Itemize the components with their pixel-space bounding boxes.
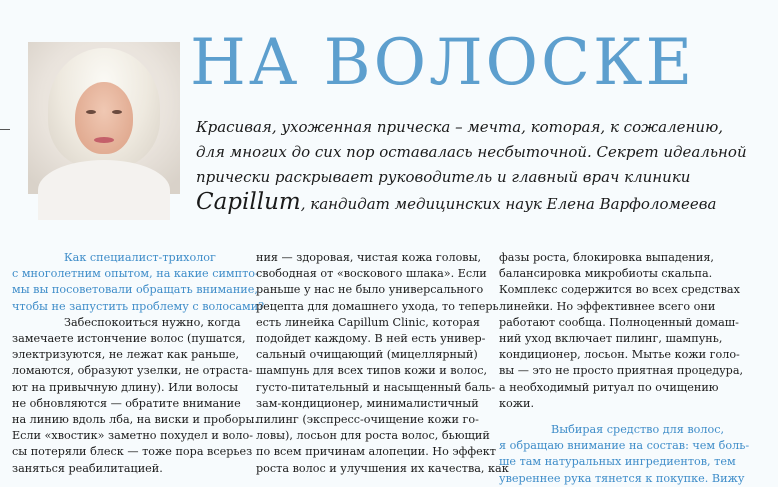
author-photo bbox=[28, 42, 180, 194]
question-line: я обращаю внимание на состав: чем боль- bbox=[499, 439, 750, 453]
body-line: кондиционер, лосьон. Мытье кожи голо- bbox=[499, 348, 740, 362]
body-line: есть линейка Capillum Clinic, которая bbox=[256, 315, 480, 329]
body-line: ловы), лосьон для роста волос, бьющий bbox=[256, 429, 490, 443]
answer-line: сы потеряли блеск — тоже пора всерьез bbox=[12, 445, 253, 459]
body-line: а необходимый ритуал по очищению bbox=[499, 380, 719, 394]
answer-line: на линию вдоль лба, на виски и проборы. bbox=[12, 413, 258, 427]
lead-line: прически раскрывает руководитель и главный врач клиники bbox=[196, 168, 691, 186]
body-line: кожи. bbox=[499, 396, 535, 410]
body-line: фазы роста, блокировка выпадения, bbox=[499, 251, 714, 264]
answer-line: Забеспокоиться нужно, когда bbox=[64, 315, 241, 329]
lead-line: для многих до сих пор оставалась несбыточной. Секрет идеальной bbox=[196, 143, 747, 161]
body-line: вы — это не просто приятная процедура, bbox=[499, 364, 744, 378]
lead-line-last: Capillum, кандидат медицинских наук Елена Варфоломеева bbox=[196, 189, 717, 215]
text-column-3 bbox=[499, 250, 750, 487]
answer-line: электризуются, не лежат как раньше, bbox=[12, 348, 240, 362]
body-line: зам-кондиционер, минималистичный bbox=[256, 396, 479, 410]
question-line: с многолетним опытом, на какие симпто- bbox=[12, 267, 259, 281]
body-line: балансировка микробиоты скальпа. bbox=[499, 267, 713, 281]
body-line: линейки. Но эффективнее всего они bbox=[499, 299, 716, 313]
answer-line: ломаются, образуют узелки, не отраста- bbox=[12, 364, 253, 378]
body-line: пилинг (экспресс-очищение кожи го- bbox=[256, 413, 479, 427]
body-line: подойдет каждому. В ней есть универ- bbox=[256, 332, 486, 346]
brand-name: Capillum bbox=[196, 189, 301, 215]
body-line: густо-питательный и насыщенный баль- bbox=[256, 380, 496, 394]
body-line: по всем причинам алопеции. Но эффект bbox=[256, 445, 496, 459]
text-column-1 bbox=[12, 250, 265, 477]
body-line: рецепта для домашнего ухода, то теперь bbox=[256, 299, 499, 313]
question-line: чтобы не запустить проблему с волосами? bbox=[12, 299, 265, 313]
question-line: Выбирая средство для волос, bbox=[551, 423, 725, 437]
question-line: ше там натуральных ингредиентов, тем bbox=[499, 455, 736, 469]
body-line: раньше у нас не было универсального bbox=[256, 283, 484, 297]
body-line: работают сообща. Полноценный домаш- bbox=[499, 315, 739, 329]
margin-rule bbox=[0, 129, 10, 130]
answer-line: Если «хвостик» заметно похудел и воло- bbox=[12, 429, 254, 443]
body-line: ний уход включает пилинг, шампунь, bbox=[499, 332, 723, 346]
body-line: ния — здоровая, чистая кожа головы, bbox=[256, 251, 482, 264]
text-column-2 bbox=[256, 250, 509, 477]
body-line: Комплекс содержится во всех средствах bbox=[499, 283, 740, 297]
body-line: сальный очищающий (мицеллярный) bbox=[256, 348, 478, 362]
answer-line: замечаете истончение волос (пушатся, bbox=[12, 332, 246, 346]
article-lead bbox=[196, 115, 761, 217]
lead-line: Красивая, ухоженная прическа – мечта, которая, к сожалению, bbox=[196, 118, 724, 136]
body-line: свободная от «воскового шлака». Если bbox=[256, 267, 487, 281]
answer-line: заняться реабилитацией. bbox=[12, 461, 163, 475]
question-line: увереннее рука тянется к покупке. Вижу bbox=[499, 471, 745, 485]
question-line: Как специалист-трихолог bbox=[64, 251, 216, 264]
article-headline: НА ВОЛОСКЕ bbox=[190, 26, 696, 100]
question-line: мы вы посоветовали обращать внимание, bbox=[12, 283, 258, 297]
answer-line: не обновляются — обратите внимание bbox=[12, 396, 241, 410]
answer-line: ют на привычную длину). Или волосы bbox=[12, 380, 239, 394]
body-line: шампунь для всех типов кожи и волос, bbox=[256, 364, 488, 378]
body-line: роста волос и улучшения их качества, как bbox=[256, 461, 509, 475]
